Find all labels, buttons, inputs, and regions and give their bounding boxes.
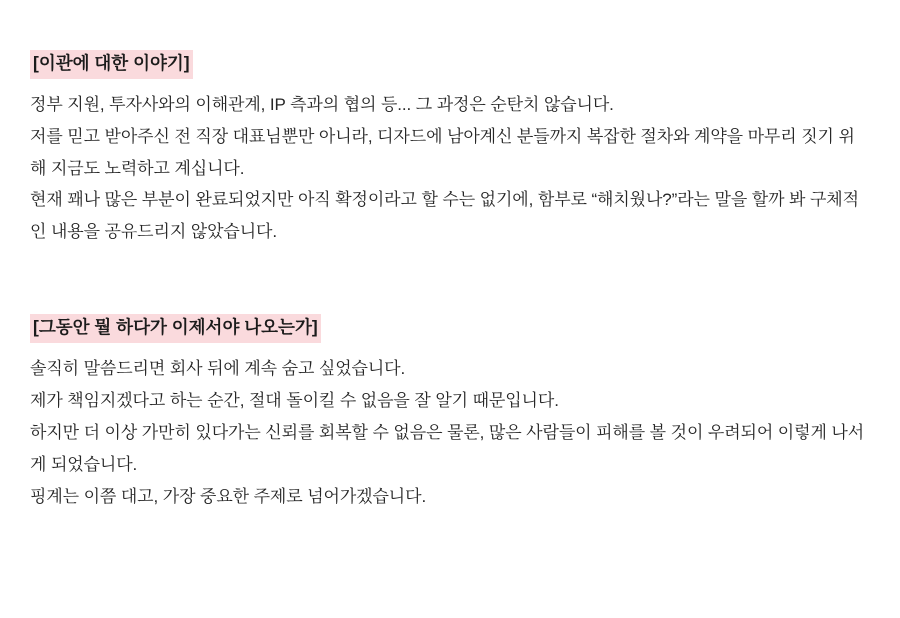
paragraph: 하지만 더 이상 가만히 있다가는 신뢰를 회복할 수 없음은 물론, 많은 사람들이 피해를 볼 것이 우려되어 이렇게 나서게 되었습니다. [30, 422, 865, 474]
section-why-now [30, 314, 870, 512]
paragraph: 저를 믿고 받아주신 전 직장 대표님뿐만 아니라, 디자드에 남아계신 분들까지 복잡한 절차와 계약을 마무리 짓기 위해 지금도 노력하고 계십니다. [30, 126, 855, 178]
paragraph: 제가 책임지겠다고 하는 순간, 절대 돌이킬 수 없음을 잘 알기 때문입니다. [30, 390, 559, 410]
section-divider-space [30, 248, 870, 314]
section-heading-transfer-story: [이관에 대한 이야기] [30, 50, 193, 79]
section-transfer-story [30, 50, 870, 248]
paragraph: 핑계는 이쯤 대고, 가장 중요한 주제로 넘어가겠습니다. [30, 486, 427, 506]
paragraph: 정부 지원, 투자사와의 이해관계, IP 측과의 협의 등... 그 과정은 순탄치 않습니다. [30, 94, 614, 114]
section-heading-why-now: [그동안 뭘 하다가 이제서야 나오는가] [30, 314, 321, 343]
paragraph: 현재 꽤나 많은 부분이 완료되었지만 아직 확정이라고 할 수는 없기에, 함부로 “해치웠나?”라는 말을 할까 봐 구체적인 내용을 공유드리지 않았습니다. [30, 190, 859, 242]
paragraph: 솔직히 말씀드리면 회사 뒤에 계속 숨고 싶었습니다. [30, 359, 406, 379]
